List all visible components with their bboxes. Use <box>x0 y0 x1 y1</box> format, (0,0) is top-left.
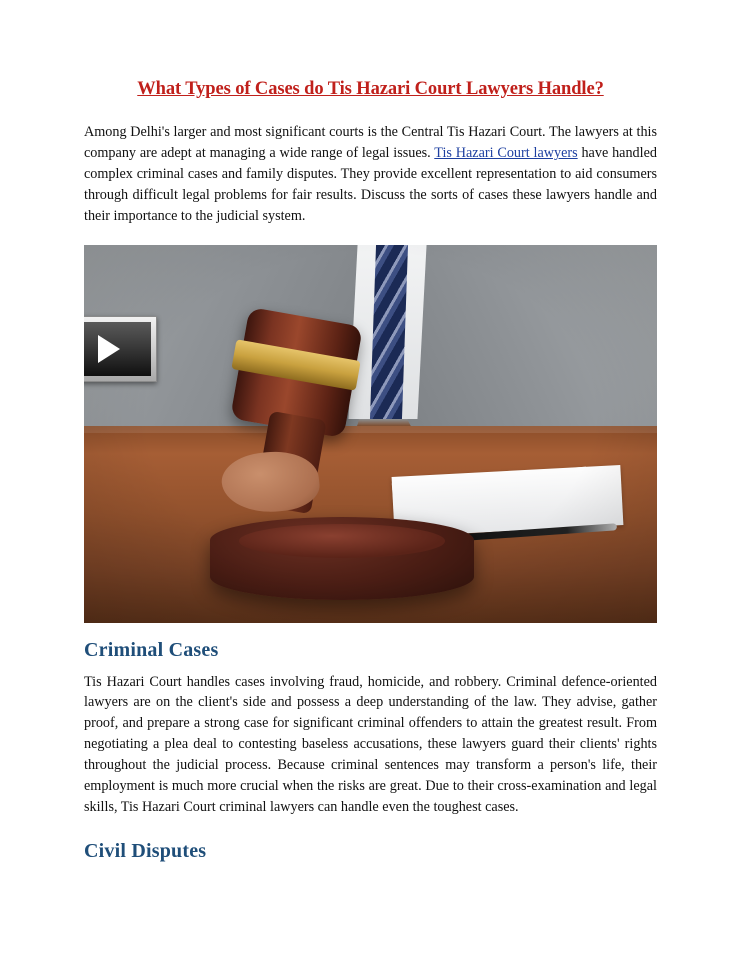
image-vignette <box>84 245 657 623</box>
section-heading-criminal-cases: Criminal Cases <box>84 638 219 661</box>
gavel-image <box>84 245 657 623</box>
intro-paragraph <box>84 122 657 226</box>
intro-text-after-link: have handled complex criminal cases and family disputes. They provide excellent representation to aid consumers through difficult legal problems for fair results. Discuss the sorts of cases these lawyers handle and their importance to the judicial system. <box>84 145 657 224</box>
play-triangle-icon <box>98 335 120 363</box>
section-heading-civil-disputes: Civil Disputes <box>84 839 207 862</box>
video-play-button[interactable] <box>84 316 157 382</box>
tis-hazari-court-lawyers-link[interactable]: Tis Hazari Court lawyers <box>434 145 578 162</box>
section-body-criminal-cases: Tis Hazari Court handles cases involving fraud, homicide, and robbery. Criminal defence-oriented lawyers are on the client's side and possess a deep understanding of the law. They advise, gather proof, and prepare a strong case for significant criminal offenders to attain the greatest result. From negotiating a plea deal to contesting baseless accusations, these lawyers guard their clients' rights throughout the judicial process. Because criminal sentences may transform a person's life, their employment is much more crucial when the risks are great. Due to their cross-examination and legal skills, Tis Hazari Court criminal lawyers can handle even the toughest cases. <box>84 673 657 815</box>
page-title: What Types of Cases do Tis Hazari Court Lawyers Handle? <box>137 79 604 99</box>
intro-text-before-link: Among Delhi's larger and most significant courts is the Central Tis Hazari Court. The lawyers at this company are adept at managing a wide range of legal issues. <box>84 124 657 162</box>
play-button-inner <box>84 322 151 376</box>
